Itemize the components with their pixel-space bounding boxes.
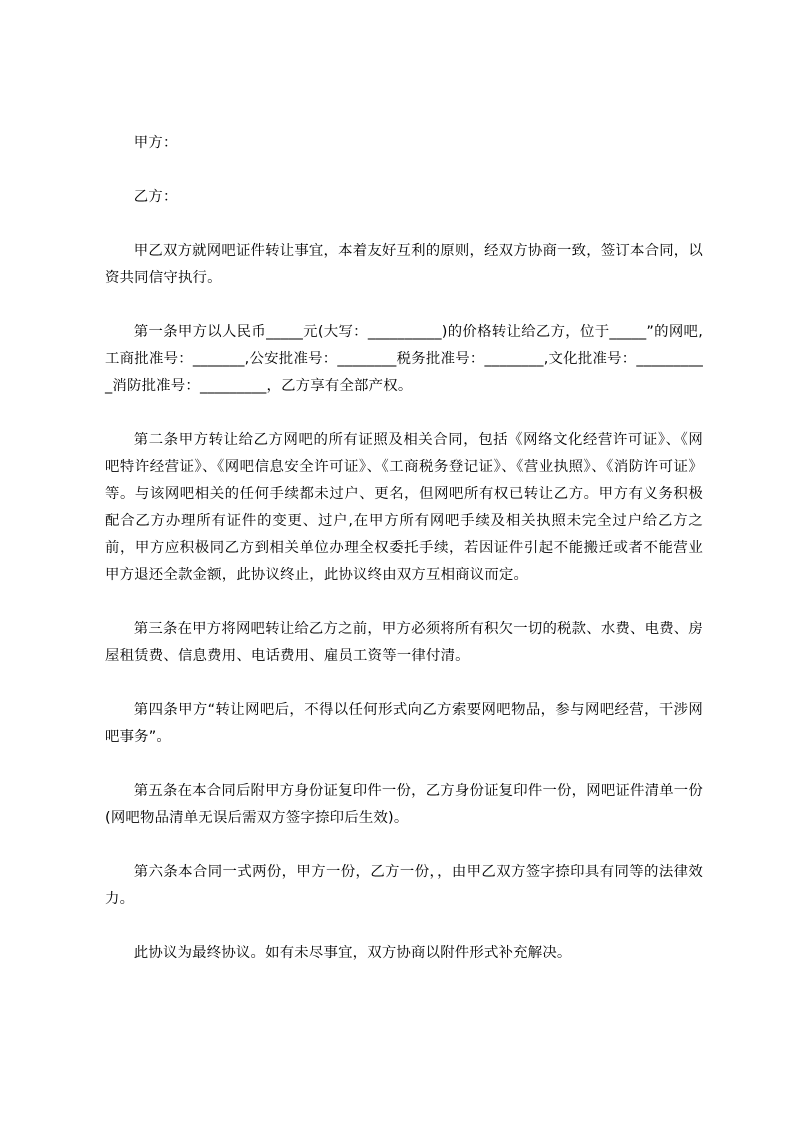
party-a-label: 甲方： [133,135,178,151]
contract-content [105,130,703,994]
article-5: 第五条在本合同后附甲方身份证复印件一份，乙方身份证复印件一份，网吧证件清单一份(网吧物品清单无误后需双方签字捺印后生效)。 [105,783,703,826]
closing-statement: 此协议为最终协议。如有未尽事宜，双方协商以附件形式补充解决。 [133,945,572,961]
party-b-label: 乙方： [133,189,178,205]
article-6: 第六条本合同一式两份，甲方一份，乙方一份，，由甲乙双方签字捺印具有同等的法律效力。 [105,864,703,907]
article-1: 第一条甲方以人民币_____元(大写：__________)的价格转让给乙方，位于_____”的网吧,工商批准号：_______,公安批准号：________税务批准号：________,文化批准号：__________消防批准号：_________，乙方享有全部产权。 [105,324,703,394]
article-3: 第三条在甲方将网吧转让给乙方之前，甲方必须将所有积欠一切的税款、水费、电费、房屋租赁费、信息费用、电话费用、雇员工资等一律付清。 [105,621,703,664]
contract-intro: 甲乙双方就网吧证件转让事宜，本着友好互利的原则，经双方协商一致，签订本合同，以资共同信守执行。 [105,243,703,286]
article-4: 第四条甲方“转让网吧后，不得以任何形式向乙方索要网吧物品，参与网吧经营，干涉网吧事务”。 [105,702,703,745]
article-2: 第二条甲方转让给乙方网吧的所有证照及相关合同，包括《网络文化经营许可证》、《网吧特许经营证》、《网吧信息安全许可证》、《工商税务登记证》、《营业执照》、《消防许可证》等。与该网吧相关的任何手续都未过户、更名，但网吧所有权已转让乙方。甲方有义务积极配合乙方办理所有证件的变更、过户,在甲方所有网吧手续及相关执照未完全过户给乙方之前，甲方应积极同乙方到相关单位办理全权委托手续，若因证件引起不能搬迁或者不能营业甲方退还全款金额，此协议终止，此协议终由双方互相商议而定。 [105,432,703,583]
